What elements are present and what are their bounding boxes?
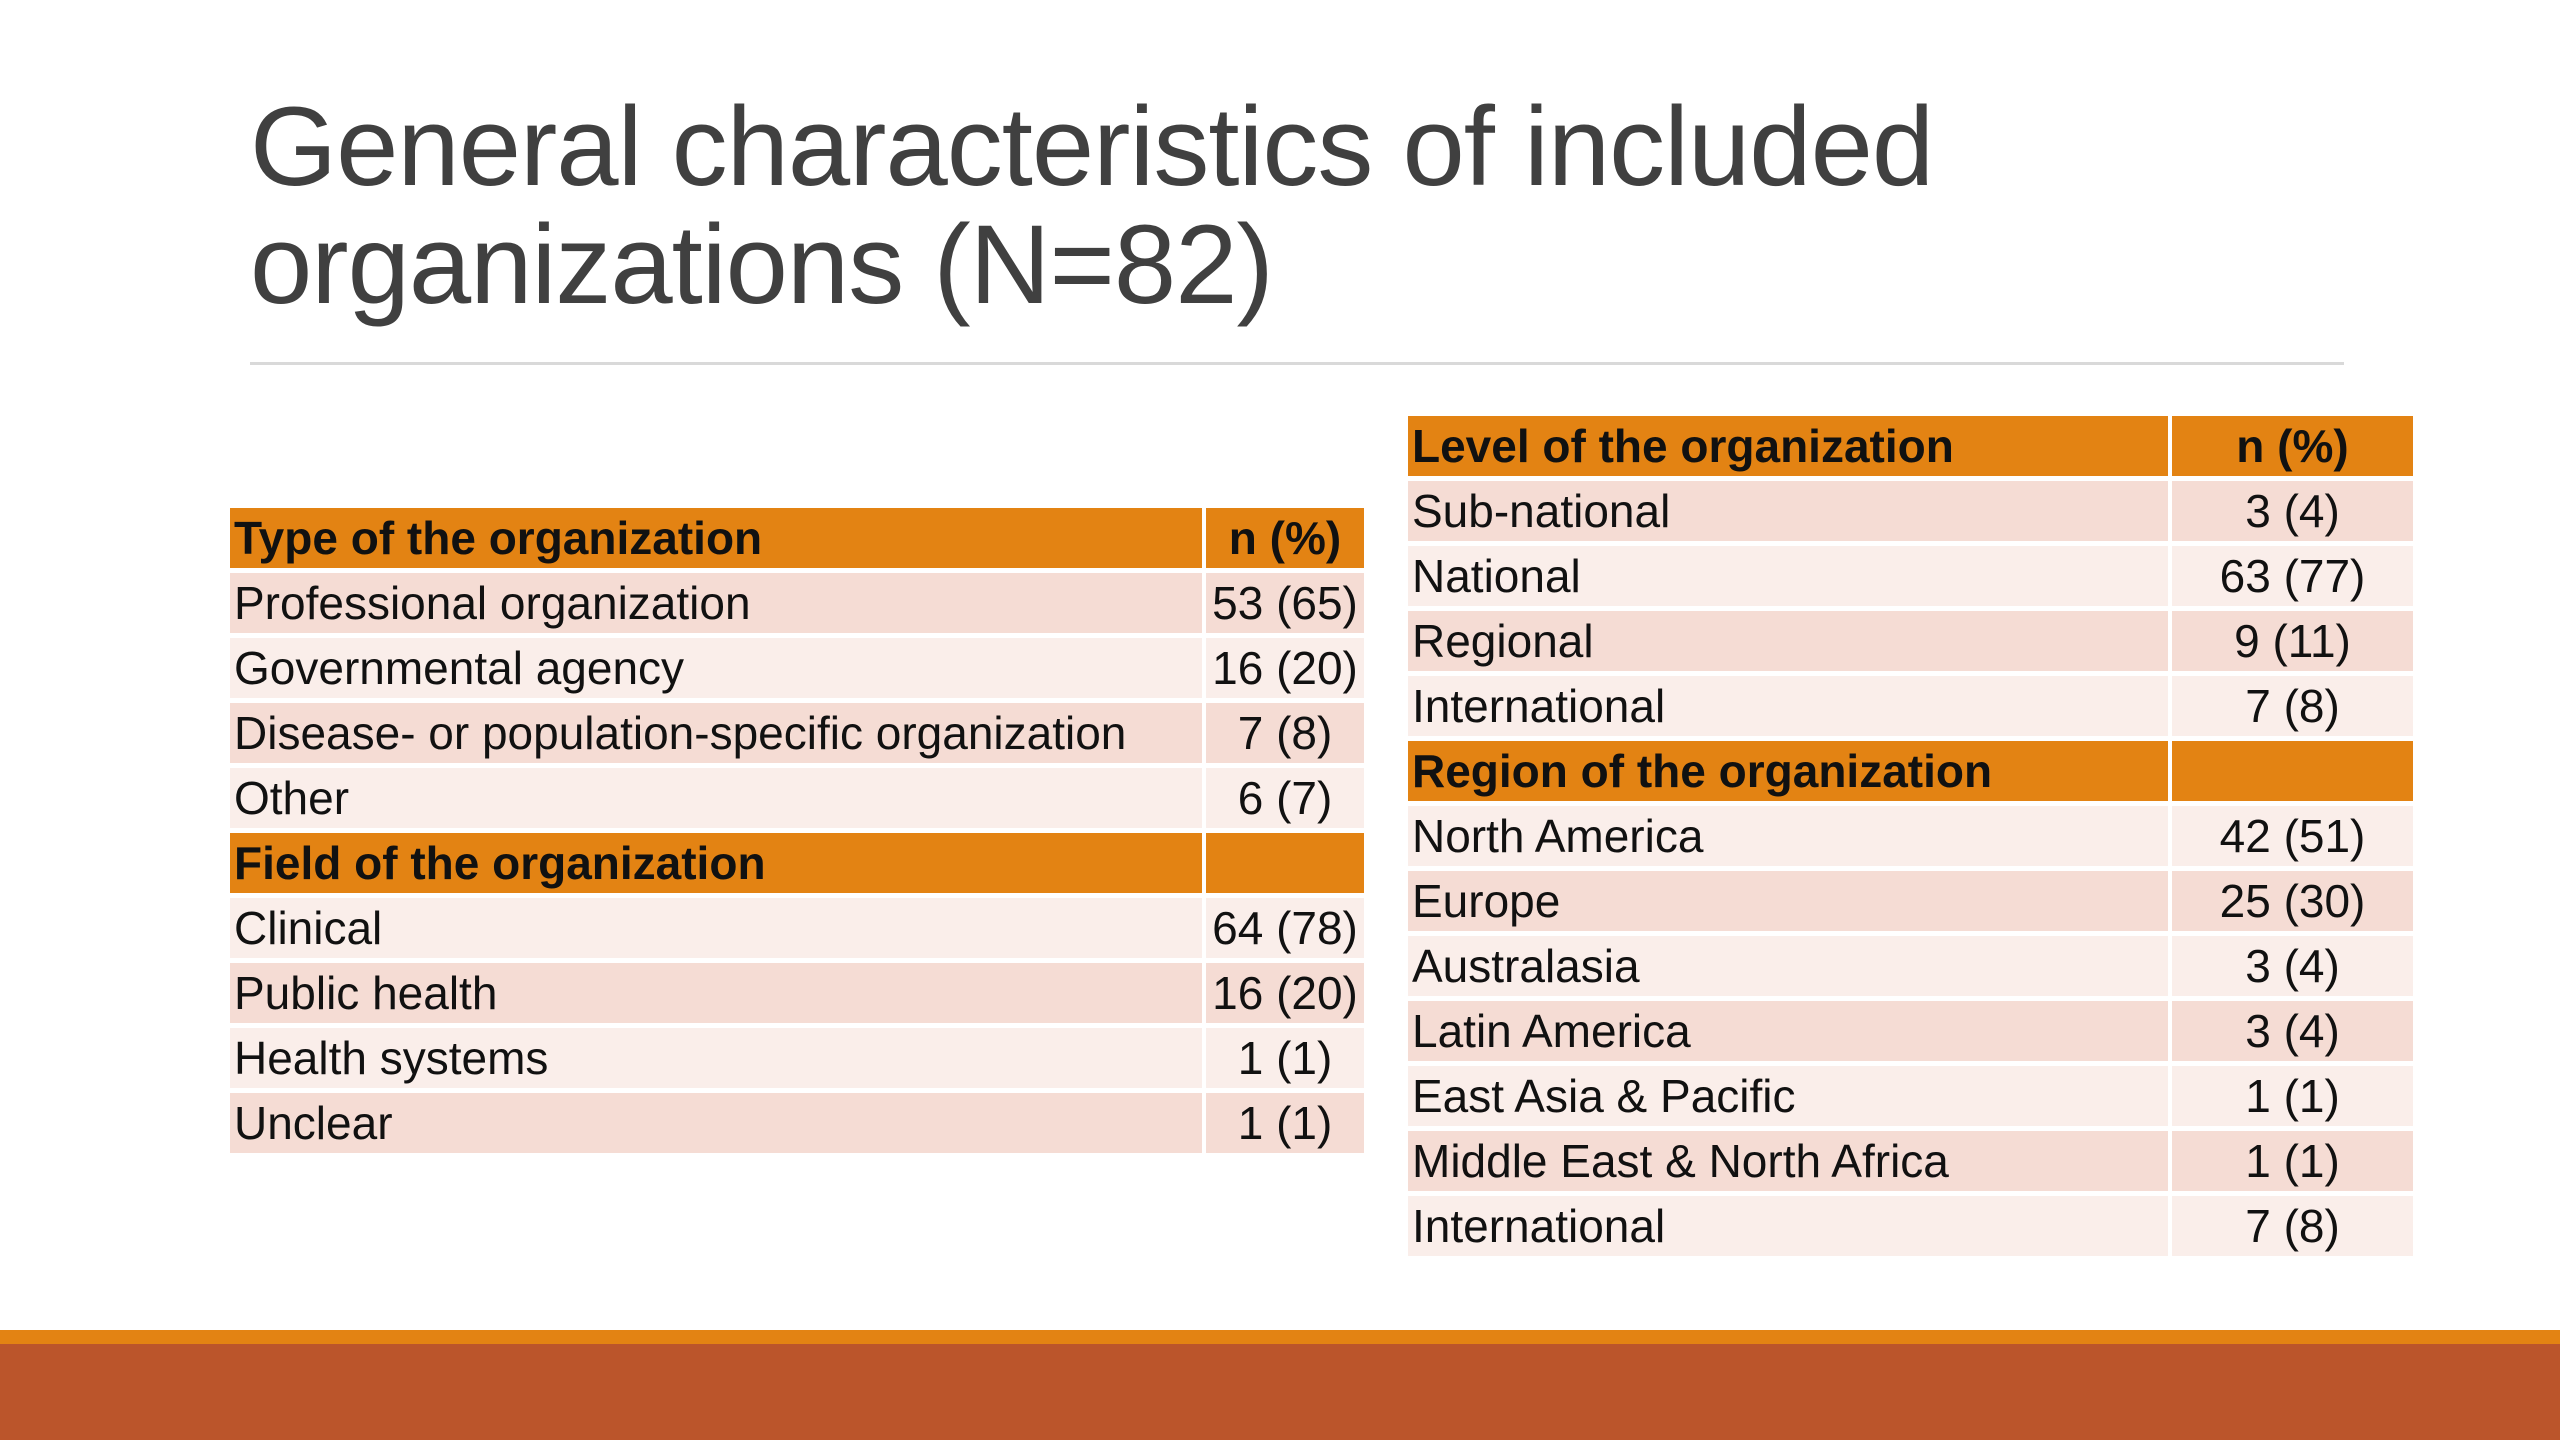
row-label: International [1408,1194,2170,1259]
organization-type-field-table [230,508,1364,1158]
row-label: Governmental agency [230,636,1204,701]
row-value: 1 (1) [1204,1026,1364,1091]
row-value: 7 (8) [2170,1194,2413,1259]
table-row [230,1026,1364,1091]
row-label: Professional organization [230,571,1204,636]
table-row [1408,544,2413,609]
row-label: Sub-national [1408,479,2170,544]
table-section-header-row [230,831,1364,896]
row-value: 3 (4) [2170,479,2413,544]
table-row [1408,609,2413,674]
slide-title: General characteristics of included organizations (N=82) [250,84,1934,327]
table-row [230,571,1364,636]
row-value: 7 (8) [2170,674,2413,739]
footer-accent-stripe [0,1330,2560,1344]
section-header: Type of the organization [230,508,1204,571]
table-row [1408,934,2413,999]
table-row [1408,999,2413,1064]
section-header-value [1204,831,1364,896]
row-label: Disease- or population-specific organization [230,701,1204,766]
row-value: 53 (65) [1204,571,1364,636]
row-value: 3 (4) [2170,934,2413,999]
table-row [230,1091,1364,1156]
row-label: National [1408,544,2170,609]
row-label: Unclear [230,1091,1204,1156]
row-value: 6 (7) [1204,766,1364,831]
section-header: Region of the organization [1408,739,2170,804]
table-row [1408,869,2413,934]
title-divider [250,362,2344,365]
row-label: International [1408,674,2170,739]
section-header: Field of the organization [230,831,1204,896]
row-label: Europe [1408,869,2170,934]
table-row [1408,674,2413,739]
table-section-header-row [1408,739,2413,804]
organization-level-region-table [1408,416,2413,1261]
table-row [1408,804,2413,869]
row-label: Other [230,766,1204,831]
column-header-n-percent: n (%) [1204,508,1364,571]
table-row [230,961,1364,1026]
table-header-row [230,508,1364,571]
table-row [230,896,1364,961]
table-row [1408,1194,2413,1259]
row-value: 9 (11) [2170,609,2413,674]
row-value: 3 (4) [2170,999,2413,1064]
row-value: 16 (20) [1204,961,1364,1026]
row-label: Australasia [1408,934,2170,999]
row-label: Regional [1408,609,2170,674]
row-value: 1 (1) [2170,1129,2413,1194]
table-row [230,766,1364,831]
table-row [1408,479,2413,544]
row-label: East Asia & Pacific [1408,1064,2170,1129]
table-row [230,701,1364,766]
row-label: Clinical [230,896,1204,961]
row-value: 64 (78) [1204,896,1364,961]
row-value: 1 (1) [2170,1064,2413,1129]
row-value: 7 (8) [1204,701,1364,766]
table-row [1408,1064,2413,1129]
row-label: North America [1408,804,2170,869]
footer-band [0,1344,2560,1440]
column-header-n-percent: n (%) [2170,416,2413,479]
row-label: Latin America [1408,999,2170,1064]
table-row [1408,1129,2413,1194]
row-value: 63 (77) [2170,544,2413,609]
row-label: Middle East & North Africa [1408,1129,2170,1194]
table-header-row [1408,416,2413,479]
table-row [230,636,1364,701]
row-value: 25 (30) [2170,869,2413,934]
row-value: 16 (20) [1204,636,1364,701]
row-value: 1 (1) [1204,1091,1364,1156]
row-label: Health systems [230,1026,1204,1091]
row-label: Public health [230,961,1204,1026]
section-header-value [2170,739,2413,804]
section-header: Level of the organization [1408,416,2170,479]
row-value: 42 (51) [2170,804,2413,869]
